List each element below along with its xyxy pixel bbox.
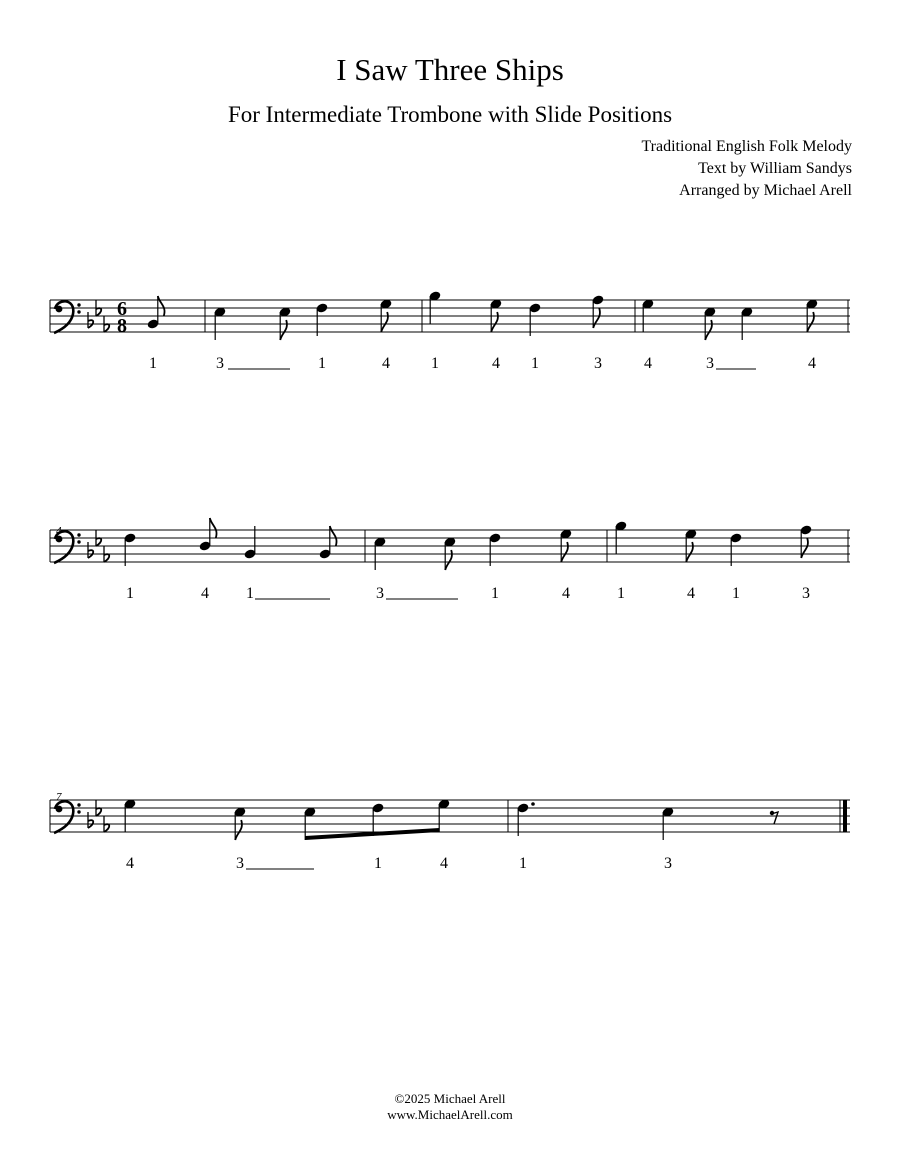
eighth-beam [305, 828, 439, 840]
credits-block [641, 136, 852, 202]
score-title: I Saw Three Ships [336, 52, 564, 87]
slide-position: 3 [594, 355, 602, 372]
slide-position: 1 [617, 585, 625, 602]
staff-svg [0, 280, 900, 390]
eighth-flag [801, 538, 808, 558]
eighth-flag [445, 550, 452, 570]
eighth-flag [705, 320, 712, 340]
measure-number: 4 [56, 525, 62, 537]
eighth-flag [235, 820, 242, 840]
slide-position: 3 [664, 855, 672, 872]
eighth-flag [807, 312, 814, 332]
flat-bowl [104, 554, 109, 562]
flat-bowl [104, 324, 109, 332]
slide-position: 1 [246, 585, 254, 602]
slide-position: 1 [519, 855, 527, 872]
bass-clef-knob [56, 306, 63, 313]
slide-position: 4 [808, 355, 816, 372]
eighth-flag [381, 312, 388, 332]
slide-position: 4 [201, 585, 209, 602]
eighth-flag [561, 542, 568, 562]
eighth-flag [686, 542, 693, 562]
footer [0, 1091, 900, 1123]
slide-position: 3 [376, 585, 384, 602]
bass-clef-dot [77, 803, 80, 806]
eighth-flag [158, 296, 165, 316]
slide-position: 1 [318, 355, 326, 372]
slide-position: 1 [126, 585, 134, 602]
bass-clef [54, 301, 73, 333]
slide-position: 1 [531, 355, 539, 372]
text-credit: Text by William Sandys [698, 160, 852, 177]
eighth-flag [280, 320, 287, 340]
slide-position: 3 [706, 355, 714, 372]
staff-system-2 [0, 510, 900, 625]
slide-position: 3 [216, 355, 224, 372]
bass-clef-dot [77, 540, 80, 543]
time-signature-denominator: 8 [117, 315, 127, 337]
bass-clef [54, 801, 73, 833]
eighth-flag [491, 312, 498, 332]
slide-position: 4 [687, 585, 695, 602]
bass-clef-dot [77, 533, 80, 536]
slide-position: 4 [440, 855, 448, 872]
slide-position: 4 [492, 355, 500, 372]
slide-position: 3 [236, 855, 244, 872]
eighth-flag [330, 526, 337, 546]
bass-clef-dot [77, 303, 80, 306]
slide-position: 4 [562, 585, 570, 602]
slide-position: 1 [491, 585, 499, 602]
slide-position: 1 [149, 355, 157, 372]
copyright-text: ©2025 Michael Arell [394, 1091, 506, 1106]
flat-bowl [96, 308, 101, 316]
slide-position: 1 [374, 855, 382, 872]
staff-svg [0, 510, 900, 620]
staff-system-3 [0, 780, 900, 895]
flat-bowl [96, 538, 101, 546]
eighth-rest [771, 812, 778, 824]
slide-position: 1 [732, 585, 740, 602]
slide-position: 4 [382, 355, 390, 372]
arranger-credit: Arranged by Michael Arell [679, 182, 852, 199]
time-signature-numerator: 6 [117, 298, 127, 320]
slide-position: 4 [126, 855, 134, 872]
website-link[interactable]: www.MichaelArell.com [387, 1107, 513, 1122]
augmentation-dot [531, 802, 535, 806]
composer-credit: Traditional English Folk Melody [641, 138, 852, 155]
measure-number: 7 [56, 791, 62, 803]
staff-svg [0, 780, 900, 890]
flat-bowl [96, 808, 101, 816]
bass-clef-dot [77, 810, 80, 813]
bass-clef-knob [56, 806, 63, 813]
eighth-flag [210, 518, 217, 538]
eighth-flag [593, 308, 600, 328]
score-subtitle: For Intermediate Trombone with Slide Positions [227, 102, 673, 127]
slide-position: 1 [431, 355, 439, 372]
slide-position: 4 [644, 355, 652, 372]
flat-bowl [104, 824, 109, 832]
bass-clef-dot [77, 310, 80, 313]
slide-position: 3 [802, 585, 810, 602]
staff-system-1 [0, 280, 900, 395]
